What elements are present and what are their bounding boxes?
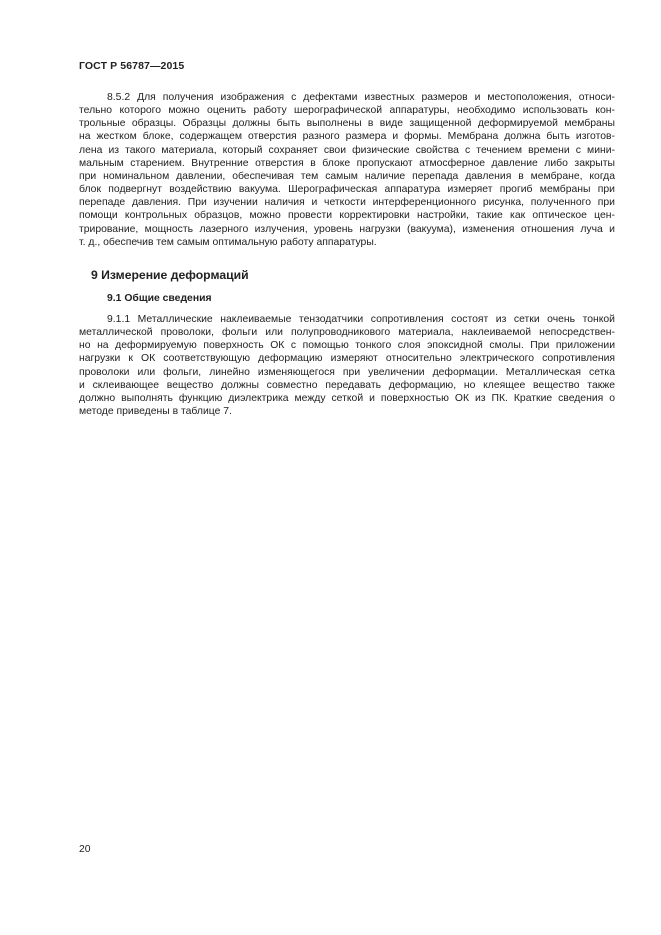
text-line: методе приведены в таблице 7. (79, 406, 232, 418)
text-line: т. д., обеспечив тем самым оптимальную работу аппаратуры. (79, 236, 377, 248)
text-line: тельно которого можно оценить работу шерографической аппаратуры, необходимо использовать кон- (79, 105, 615, 117)
text-line: но на деформируемую поверхность ОК с помощью тонкого слоя эпоксидной смолы. При приложении (79, 340, 615, 352)
paragraph-9-1-1 (79, 313, 615, 418)
text-line: мальным старением. Внутренние отверстия в блоке пропускают атмосферное давление либо закрыты (79, 157, 615, 169)
page-number: 20 (79, 844, 91, 855)
text-line: 9.1.1 Металлические наклеиваемые тензодатчики сопротивления состоят из сетки очень тонкой (107, 314, 615, 325)
text-line: металлической проволоки, фольги или полупроводникового материала, наклеиваемой непосредствен- (79, 327, 615, 339)
text-line: при номинальном давлении, обеспечивая тем самым наличие перепада давления в мембране, когда (79, 170, 615, 182)
text-line: перепаде давления. При изучении наличия и четкости интерференционного рисунка, полученного при (79, 197, 615, 209)
text-line: блок подвергнут воздействию вакуума. Шерографическая аппаратура измеряет прогиб мембраны при (79, 184, 615, 196)
text-line: 8.5.2 Для получения изображения с дефектами известных размеров и местоположения, относи- (107, 92, 615, 103)
text-line: трольные образцы. Образцы должны быть выполнены в виде защищенной деформируемой мембраны (79, 118, 615, 130)
text-line: на жестком блоке, содержащем отверстия разного размера и формы. Мембрана должна быть изготов- (79, 131, 615, 143)
text-line: должно выполнять функцию диэлектрика между сеткой и поверхностью ОК из ПК. Краткие сведения о (79, 392, 615, 404)
subsection-heading-9-1: 9.1 Общие сведения (107, 293, 212, 304)
text-line: проволоки или фольги, линейно изменяющегося при увеличении деформации. Металлическая сетка (79, 366, 615, 378)
text-line: трирование, мощность лазерного излучения, уровень нагрузки (вакуума), изменения отношения луча и (79, 223, 615, 235)
section-heading-9: 9 Измерение деформаций (91, 268, 249, 282)
text-line: лена из такого материала, который сохраняет свои физические свойства с течением времени с мини- (79, 144, 615, 156)
document-header: ГОСТ Р 56787—2015 (79, 60, 185, 72)
text-line: и склеивающее вещество должны совместно передавать деформацию, но клеящее вещество также (79, 379, 615, 391)
text-line: нагрузки к ОК соответствующую деформацию измеряют относительно электрического сопротивления (79, 353, 615, 365)
paragraph-8-5-2 (79, 91, 615, 249)
text-line: помощи контрольных образцов, можно провести корректировки настройки, такие как оптическое цен- (79, 210, 615, 222)
